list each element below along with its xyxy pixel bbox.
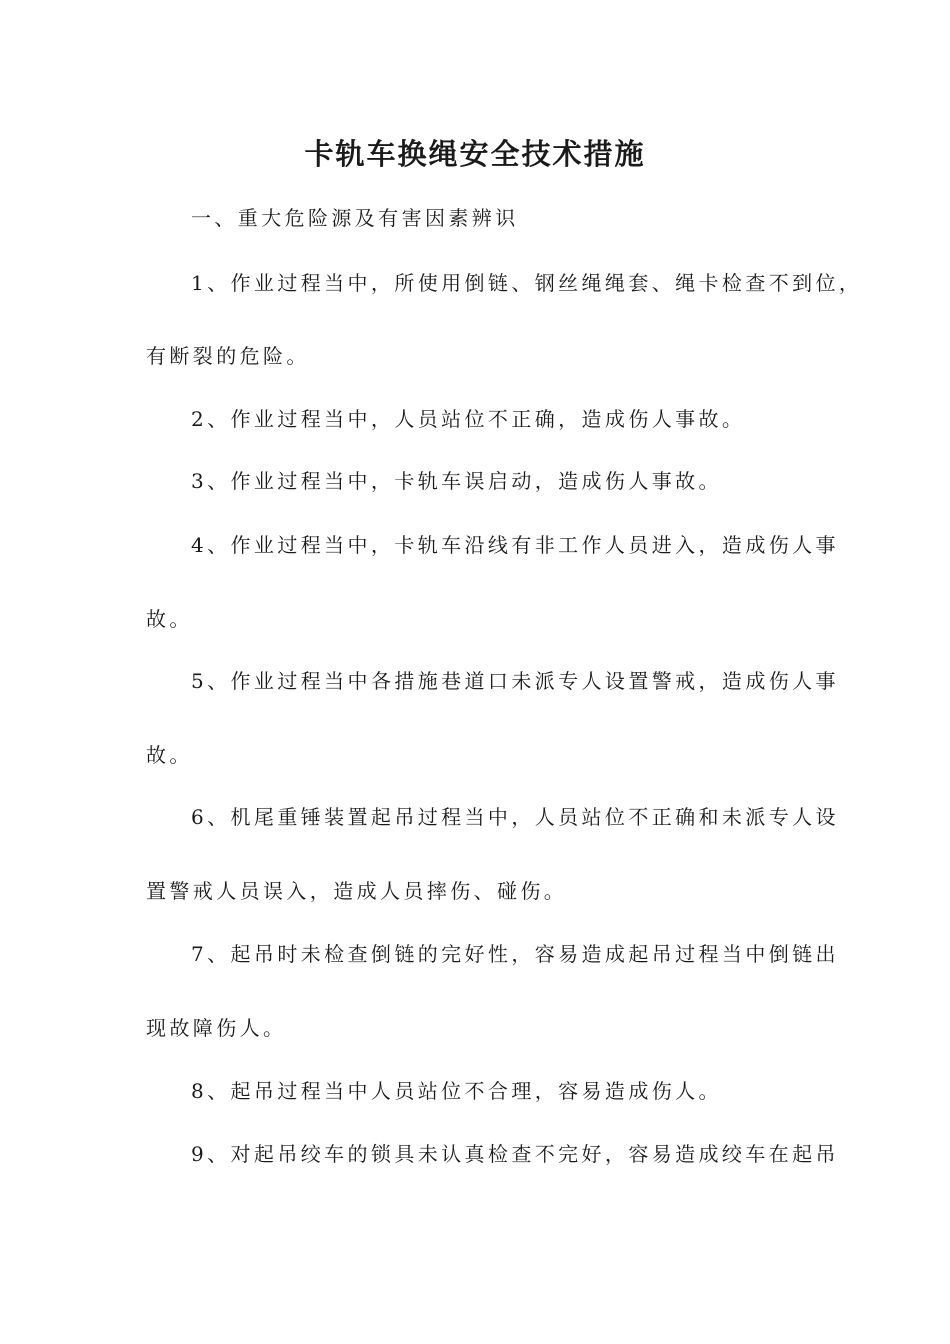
item-4-line-2: 故。 — [146, 607, 193, 631]
item-7-line-1: 7、起吊时未检查倒链的完好性，容易造成起吊过程当中倒链出 — [191, 942, 839, 966]
document-title: 卡轨车换绳安全技术措施 — [304, 137, 646, 171]
item-6-line-2: 置警戒人员误入，造成人员摔伤、碰伤。 — [146, 879, 568, 903]
item-3-line-1: 3、作业过程当中，卡轨车误启动，造成伤人事故。 — [191, 469, 722, 493]
item-9-line-1: 9、对起吊绞车的锁具未认真检查不完好，容易造成绞车在起吊 — [191, 1142, 839, 1166]
item-4-line-1: 4、作业过程当中，卡轨车沿线有非工作人员进入，造成伤人事 — [191, 533, 839, 557]
item-1-line-1: 1、作业过程当中，所使用倒链、钢丝绳绳套、绳卡检查不到位， — [191, 271, 863, 295]
item-2-line-1: 2、作业过程当中，人员站位不正确，造成伤人事故。 — [191, 407, 746, 431]
item-7-line-2: 现故障伤人。 — [146, 1016, 287, 1040]
item-1-line-2: 有断裂的危险。 — [146, 344, 310, 368]
section-heading: 一、重大危险源及有害因素辨识 — [191, 206, 519, 230]
item-5-line-2: 故。 — [146, 743, 193, 767]
item-8-line-1: 8、起吊过程当中人员站位不合理，容易造成伤人。 — [191, 1079, 722, 1103]
item-5-line-1: 5、作业过程当中各措施巷道口未派专人设置警戒，造成伤人事 — [191, 669, 839, 693]
item-6-line-1: 6、机尾重锤装置起吊过程当中，人员站位不正确和未派专人设 — [191, 805, 839, 829]
